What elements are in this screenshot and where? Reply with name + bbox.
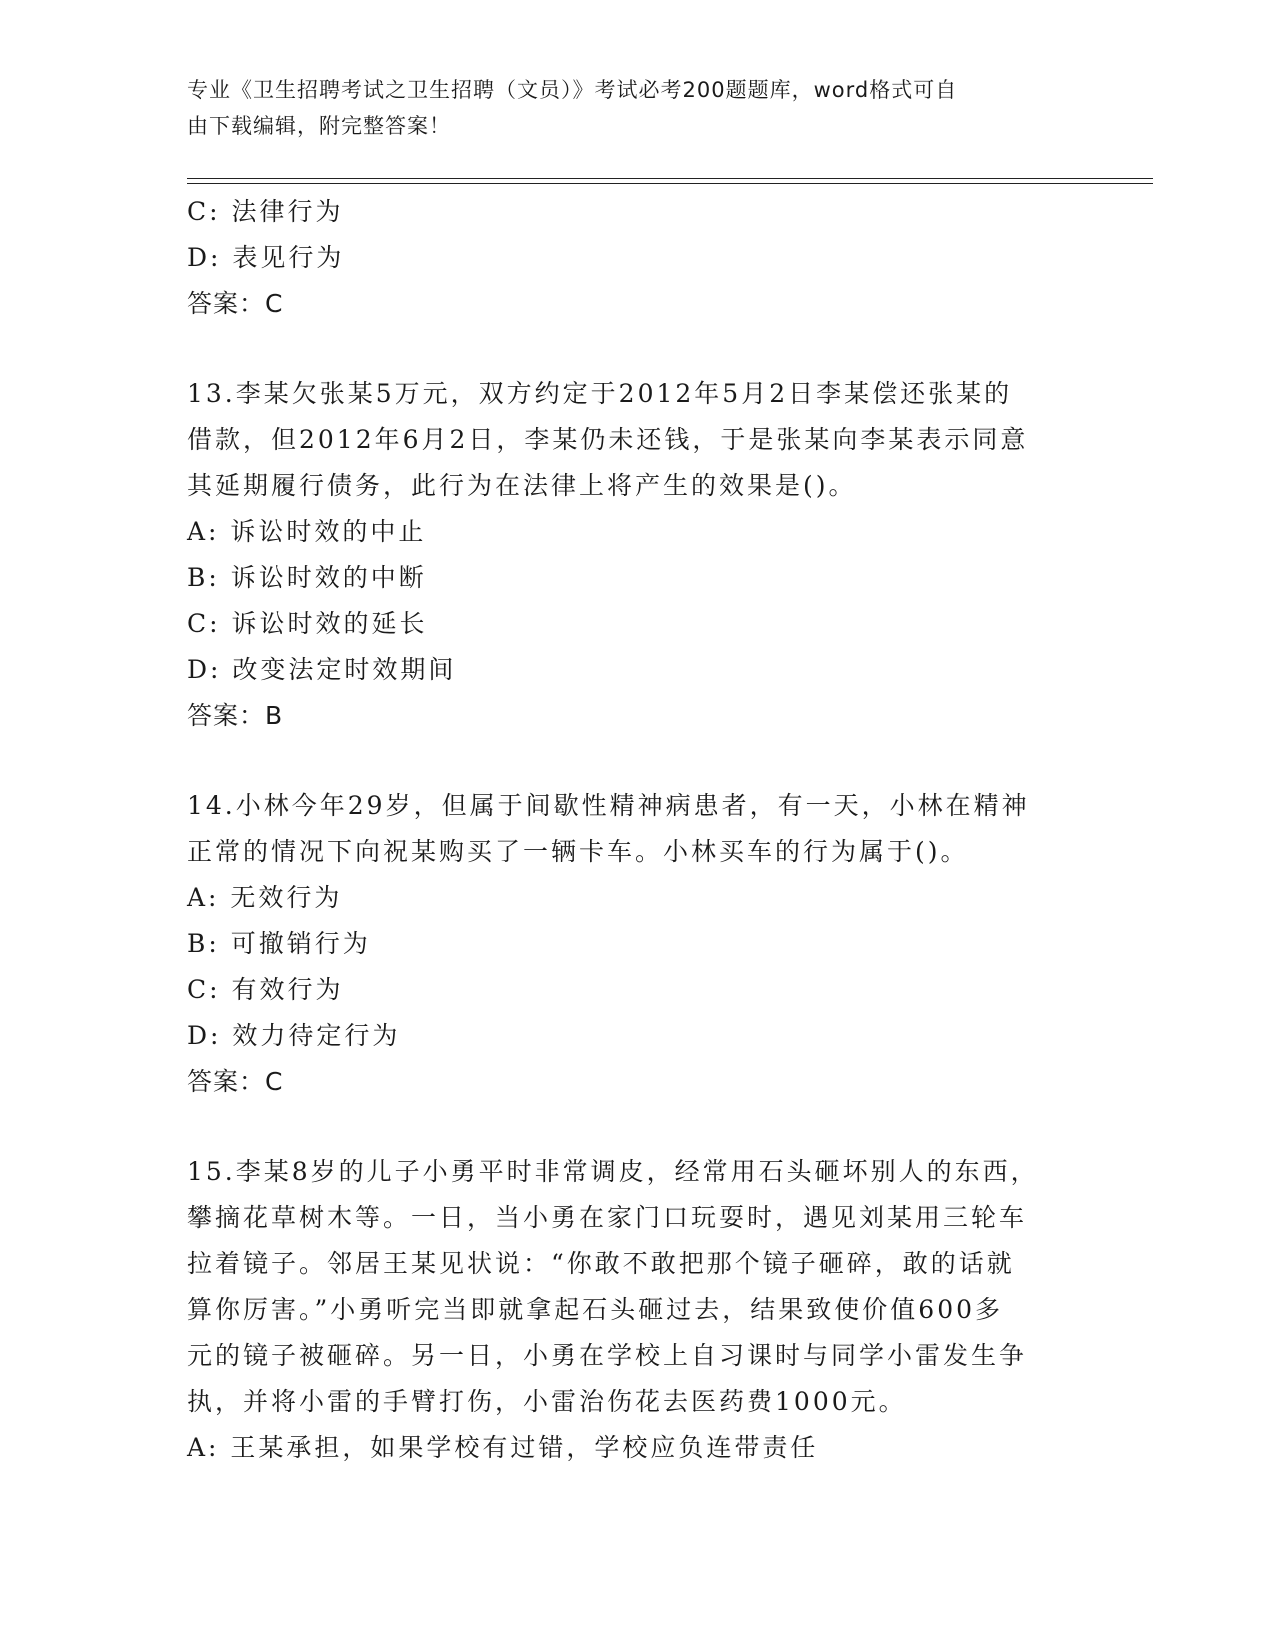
- option-b: B: 诉讼时效的中断: [187, 563, 427, 592]
- question-12-tail: [187, 189, 1087, 327]
- option-a: A: 无效行为: [187, 883, 343, 912]
- option-c: C: 有效行为: [187, 975, 344, 1004]
- option-c: C: 法律行为: [187, 197, 344, 226]
- question-gap: [187, 327, 1087, 371]
- question-list: [187, 189, 1087, 1471]
- question-gap: [187, 739, 1087, 783]
- answer: 答案：B: [187, 701, 284, 730]
- option-a: A: 诉讼时效的中止: [187, 517, 427, 546]
- question-text-line: 其延期履行债务，此行为在法律上将产生的效果是()。: [187, 471, 857, 500]
- header-line-2: 由下载编辑，附完整答案！: [187, 114, 451, 138]
- header-divider-bottom: [187, 183, 1153, 184]
- option-a: A: 王某承担，如果学校有过错，学校应负连带责任: [187, 1433, 819, 1462]
- option-d: D: 表见行为: [187, 243, 345, 272]
- question-14: [187, 783, 1087, 1105]
- question-text-line: 执，并将小雷的手臂打伤，小雷治伤花去医药费1000元。: [187, 1387, 907, 1416]
- answer: 答案：C: [187, 289, 284, 318]
- question-gap: [187, 1105, 1087, 1149]
- answer: 答案：C: [187, 1067, 284, 1096]
- question-text-line: 借款，但2012年6月2日，李某仍未还钱，于是张某向李某表示同意: [187, 425, 1029, 454]
- option-c: C: 诉讼时效的延长: [187, 609, 428, 638]
- option-d: D: 效力待定行为: [187, 1021, 401, 1050]
- option-b: B: 可撤销行为: [187, 929, 371, 958]
- document-header: [187, 72, 1067, 144]
- question-text-line: 15.李某8岁的儿子小勇平时非常调皮，经常用石头砸坏别人的东西，: [187, 1157, 1039, 1186]
- header-divider-top: [187, 178, 1153, 179]
- question-15: [187, 1149, 1087, 1471]
- option-d: D: 改变法定时效期间: [187, 655, 457, 684]
- question-text-line: 元的镜子被砸碎。另一日，小勇在学校上自习课时与同学小雷发生争: [187, 1341, 1028, 1370]
- question-text-line: 正常的情况下向祝某购买了一辆卡车。小林买车的行为属于()。: [187, 837, 969, 866]
- header-line-1: 专业《卫生招聘考试之卫生招聘（文员）》考试必考200题题库，word格式可自: [187, 78, 958, 102]
- question-text-line: 算你厉害。”小勇听完当即就拿起石头砸过去，结果致使价值600多: [187, 1295, 1004, 1324]
- question-text-line: 拉着镜子。邻居王某见状说：“你敢不敢把那个镜子砸碎，敢的话就: [187, 1249, 1015, 1278]
- question-text-line: 13.李某欠张某5万元，双方约定于2012年5月2日李某偿还张某的: [187, 379, 1013, 408]
- question-13: [187, 371, 1087, 739]
- question-text-line: 14.小林今年29岁，但属于间歇性精神病患者，有一天，小林在精神: [187, 791, 1030, 820]
- question-text-line: 攀摘花草树木等。一日，当小勇在家门口玩耍时，遇见刘某用三轮车: [187, 1203, 1028, 1232]
